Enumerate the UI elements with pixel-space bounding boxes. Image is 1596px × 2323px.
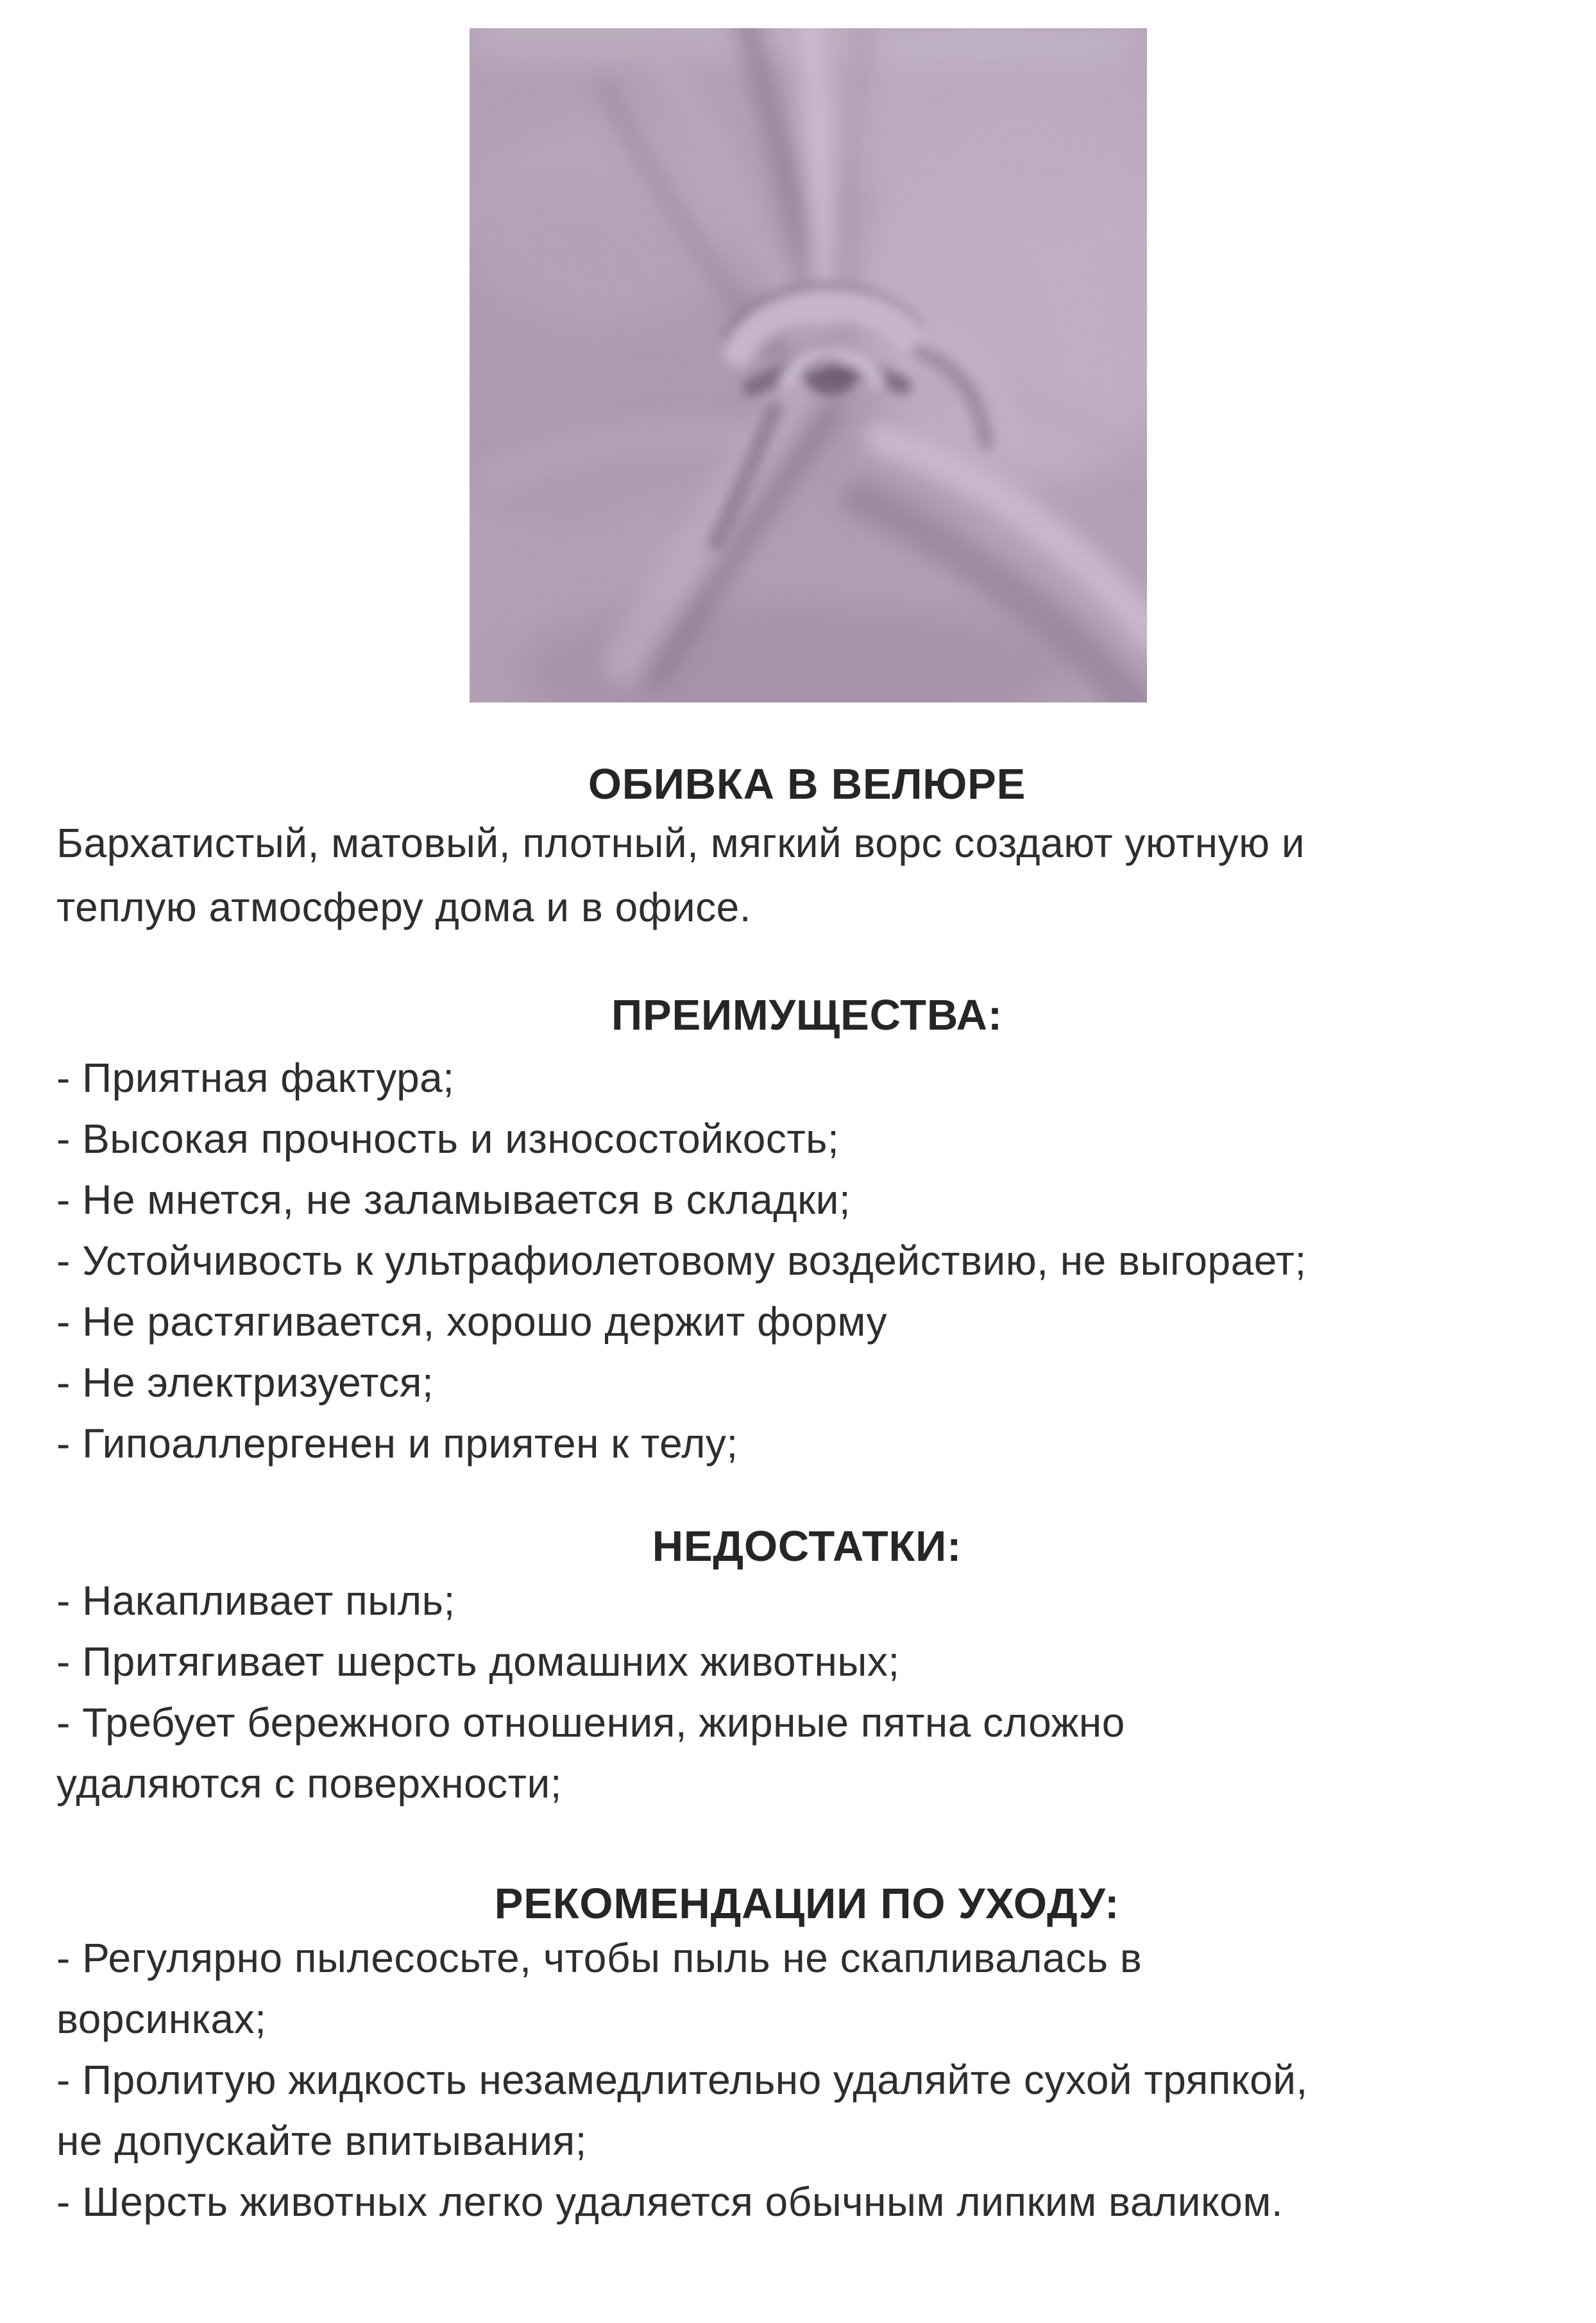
list-item: - Требует бережного отношения, жирные пятна сложно	[56, 1699, 1125, 1746]
list-item-continuation: удаляются с поверхности;	[56, 1760, 562, 1807]
advantages-list	[56, 1048, 1558, 1474]
list-item: - Не растягивается, хорошо держит форму	[56, 1298, 888, 1345]
list-item: - Не электризуется;	[56, 1359, 434, 1406]
text-line: теплую атмосферу дома и в офисе.	[56, 884, 751, 930]
section-heading-care: РЕКОМЕНДАЦИИ ПО УХОДУ:	[494, 1880, 1120, 1928]
intro-paragraph	[56, 811, 1558, 939]
velour-fabric-illustration	[470, 28, 1147, 702]
list-item: - Шерсть животных легко удаляется обычным липким валиком.	[56, 2179, 1284, 2225]
list-item: - Регулярно пылесосьте, чтобы пыль не скапливалась в	[56, 1935, 1142, 1981]
list-item: - Приятная фактура;	[56, 1055, 455, 1101]
section-heading-disadvantages: НЕДОСТАТКИ:	[652, 1522, 962, 1570]
list-item: - Накапливает пыль;	[56, 1578, 455, 1624]
care-list	[56, 1928, 1558, 2233]
list-item-continuation: ворсинках;	[56, 1996, 267, 2042]
disadvantages-list	[56, 1570, 1558, 1814]
section-heading-advantages: ПРЕИМУЩЕСТВА:	[611, 991, 1003, 1039]
description-text-block	[0, 762, 1596, 2233]
list-item: - Гипоаллергенен и приятен к телу;	[56, 1420, 738, 1467]
product-description-page	[0, 28, 1596, 2323]
text-line: Бархатистый, матовый, плотный, мягкий ворс создают уютную и	[56, 820, 1305, 866]
section-heading-intro: ОБИВКА В ВЕЛЮРЕ	[588, 760, 1026, 808]
list-item: - Пролитую жидкость незамедлительно удаляйте сухой тряпкой,	[56, 2057, 1308, 2103]
list-item-continuation: не допускайте впитывания;	[56, 2118, 587, 2164]
list-item: - Устойчивость к ультрафиолетовому воздействию, не выгорает;	[56, 1238, 1307, 1284]
list-item: - Притягивает шерсть домашних животных;	[56, 1638, 900, 1685]
velour-fabric-photo	[470, 28, 1147, 702]
list-item: - Высокая прочность и износостойкость;	[56, 1116, 840, 1162]
list-item: - Не мнется, не заламывается в складки;	[56, 1177, 851, 1223]
